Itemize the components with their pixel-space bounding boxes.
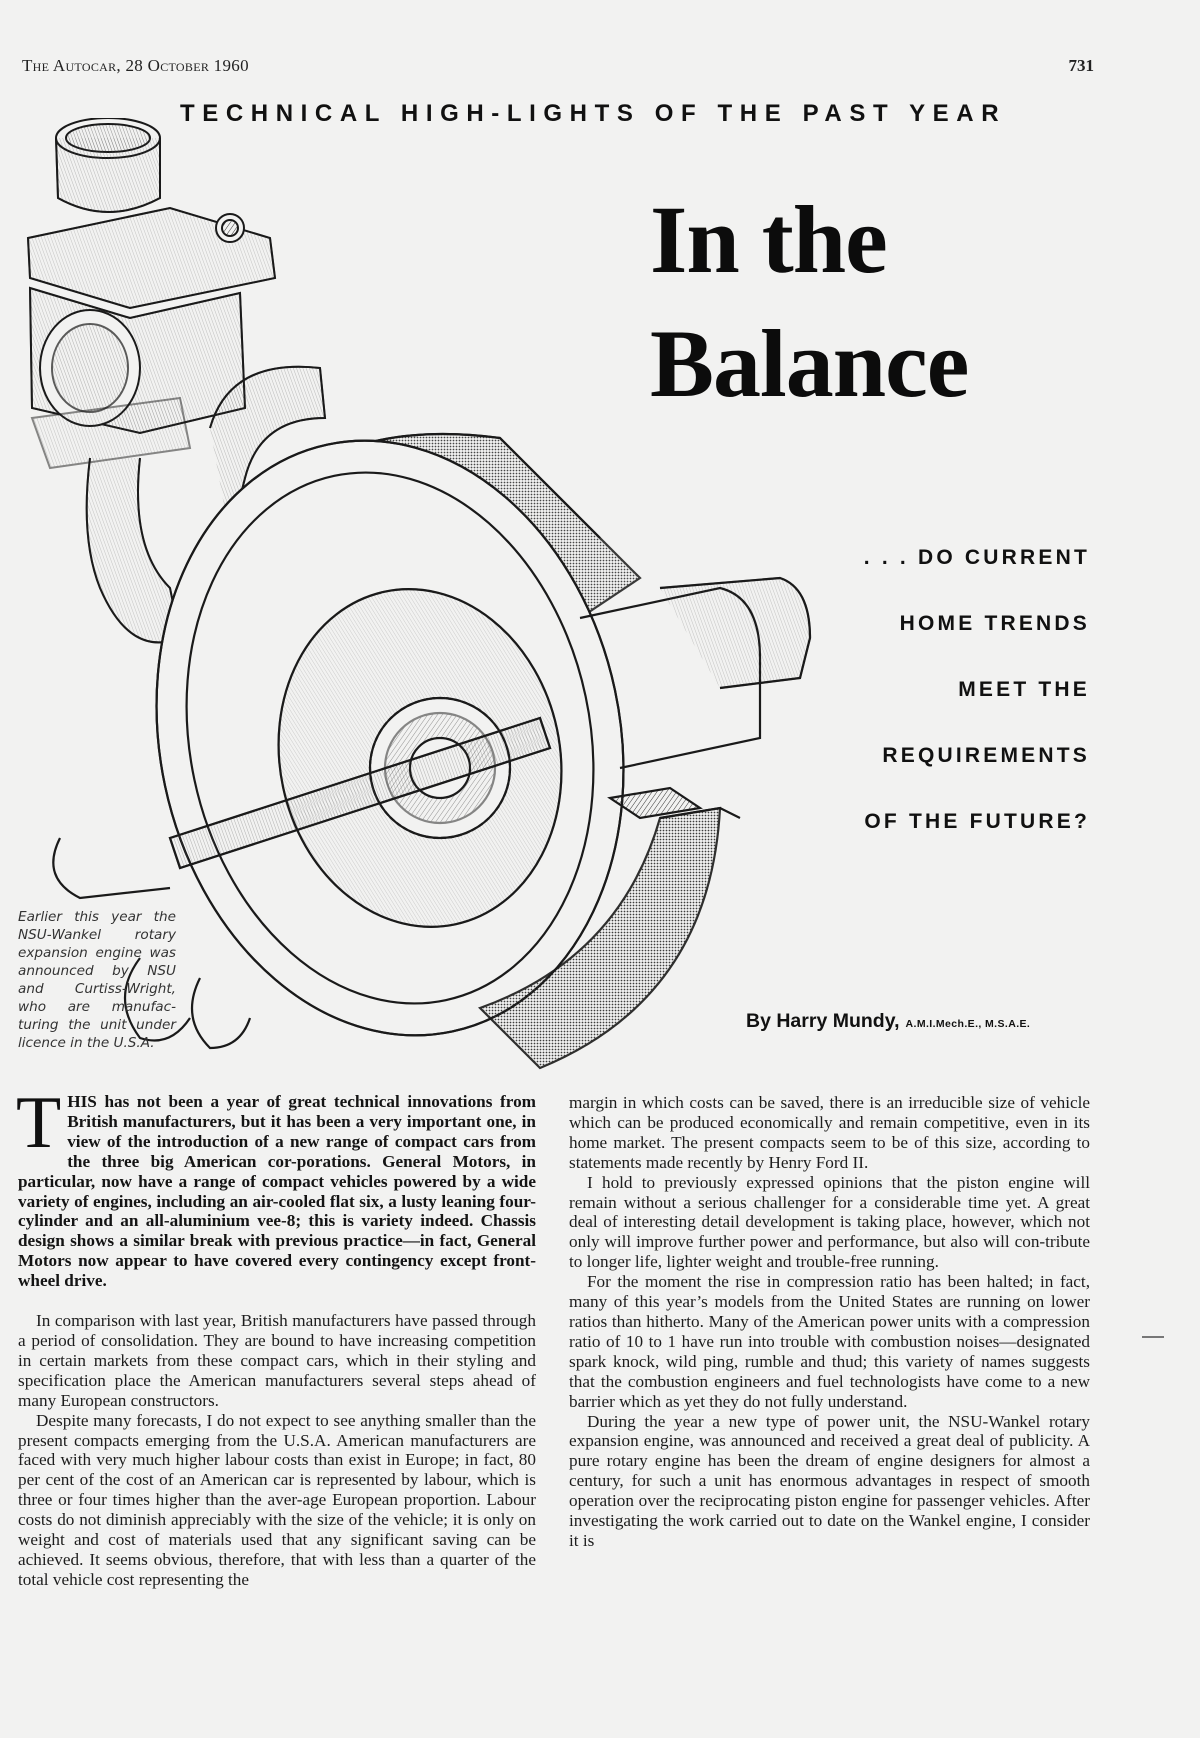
article-title [650,178,968,426]
deck-line: HOME TRENDS [899,612,1090,635]
body-paragraph: I hold to previously expressed opinions that the piston engine will remain without a serious challenger for a considerable time yet. A great deal of interesting detail development is taking place, however, which not only will improve further power and performance, but also will con-tribute to longer life, lighter weight and trouble-free running. [569,1172,1090,1272]
byline [746,1010,1030,1033]
drop-cap: T [16,1082,62,1164]
body-paragraph: In comparison with last year, British manufacturers have passed through a period of consolidation. They are bound to have increasing competition in certain markets from these compact cars, which in their styling and specification place the American manufacturers several steps ahead of many European constructors. [18,1311,536,1410]
body-column-left [16,1082,536,1590]
author-name: By Harry Mundy, [746,1010,900,1032]
lead-text: HIS has not been a year of great technical innovations from British manufacturers, but it has been a very important one, in view of the introduction of a new range of compact cars from the three big American cor-porations. General Motors, in particular, now have a range of compact vehicles powered by a wide variety of engines, including an air-cooled flat six, a lusty leaning four-cylinder and an all-aluminium vee-8; this is variety indeed. Chassis design shows a similar break with previous practice—in fact, General Motors now appear to have covered every contingency except front-wheel drive. [18,1092,536,1291]
deck-line: OF THE FUTURE? [864,810,1090,833]
illustration-caption: Earlier this year the NSU-Wankel rotary expansion engine was announced by NSU and Curtiss-Wright, who are manufac-turing the unit under licence in the U.S.A. [18,909,176,1051]
author-qualifications: A.M.I.Mech.E., M.S.A.E. [905,1018,1031,1030]
continued-paragraph: margin in which costs can be saved, there is an irreducible size of vehicle which can be produced economically and remain competitive, even in its home market. The present compacts seem to be of this size, according to statements made recently by Henry Ford II. [569,1093,1090,1172]
body-paragraph: Despite many forecasts, I do not expect to see anything smaller than the present compacts emerging from the U.S.A. American manufacturers are faced with very much higher labour costs than exist in Europe; in fact, 80 per cent of the cost of an American car is represented by labour, which is three or four times higher than the aver-age European proportion. Labour costs do not diminish appreciably with the size of the vehicle; it is only on weight and cost of materials used that any significant saving can be achieved. It seems obvious, therefore, that with less than a quarter of the total vehicle cost representing the [18,1410,536,1589]
deck-line: MEET THE [958,678,1090,701]
body-paragraph: For the moment the rise in compression ratio has been halted; in fact, many of this year’s models from the United States are running on lower ratios than hitherto. Many of the American power units with a compression ratio of 10 to 1 have run into trouble with combustion noises—designated spark knock, wild ping, rumble and thud; this variety of names suggests that the combustion engineers and fuel technologists have come to a new barrier which as yet they do not fully understand. [569,1272,1090,1411]
section-kicker: TECHNICAL HIGH-LIGHTS OF THE PAST YEAR [180,100,1007,127]
page-number: 731 [1068,56,1094,75]
body-column-right [569,1093,1090,1551]
publication-date: The Autocar, 28 October 1960 [22,56,249,75]
body-paragraph: During the year a new type of power unit, the NSU-Wankel rotary expansion engine, was announced and received a great deal of publicity. A pure rotary engine has been the dream of engine designers for almost a century, for such a unit has enormous advantages in respect of smooth operation over the reciprocating piston engine for passenger vehicles. After investigating the work carried out to date on the Wankel engine, I consider it is [569,1411,1090,1550]
running-head [22,56,1094,76]
title-line-2: Balance [650,310,969,417]
margin-mark [1142,1336,1164,1338]
deck-line: . . . DO CURRENT [863,546,1090,569]
article-deck [790,540,1090,870]
deck-line: REQUIREMENTS [882,744,1090,767]
title-line-1: In the [650,186,887,293]
lead-paragraph [16,1082,536,1291]
